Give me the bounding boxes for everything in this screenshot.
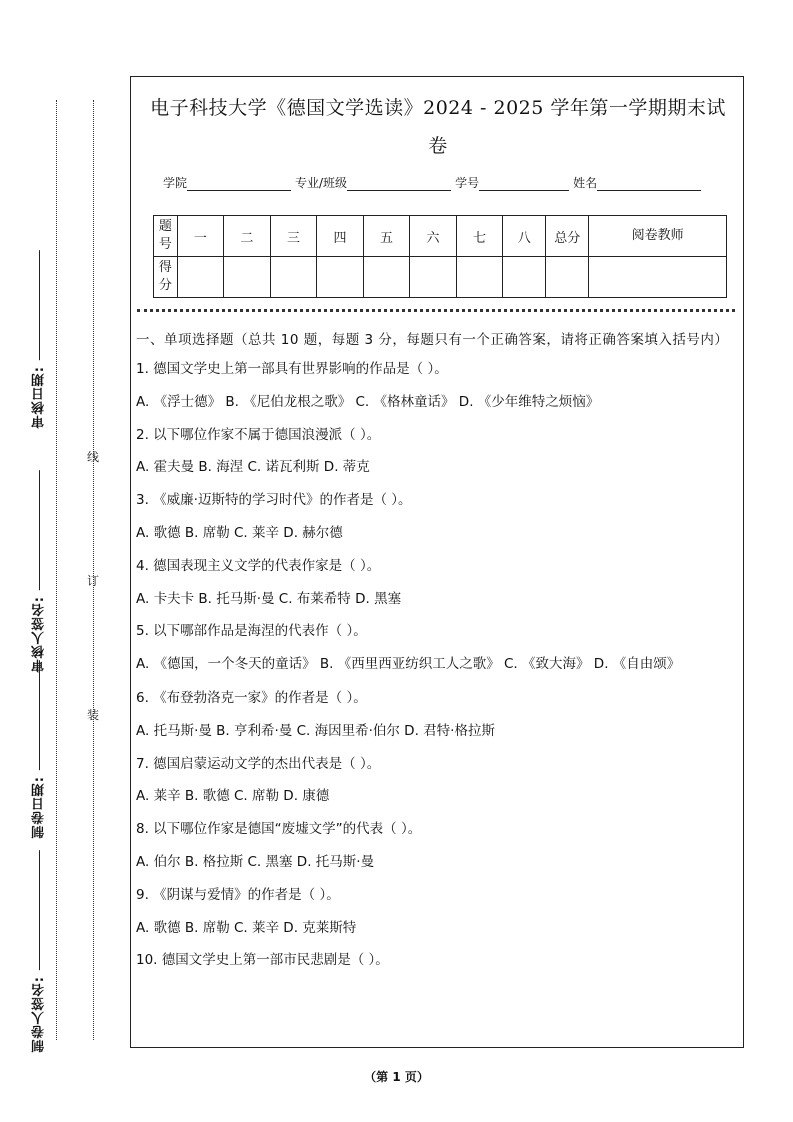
question-4-options: A. 卡夫卡 B. 托马斯·曼 C. 布莱希特 D. 黑塞	[136, 590, 402, 607]
college-label: 学院	[163, 176, 188, 190]
col-1: 一	[177, 216, 224, 257]
col-5: 五	[363, 216, 410, 257]
col-2: 二	[224, 216, 271, 257]
maker-date-label: 制卷日期:	[32, 776, 47, 839]
score-table-score-row	[154, 257, 727, 298]
question-6-options: A. 托马斯·曼 B. 亨利希·曼 C. 海因里希·伯尔 D. 君特·格拉斯	[136, 722, 495, 739]
question-9: 9. 《阴谋与爱情》的作者是（ ）。	[136, 886, 340, 903]
name-blank[interactable]	[597, 177, 701, 191]
score-cell-4[interactable]	[317, 257, 364, 298]
score-cell-8[interactable]	[503, 257, 546, 298]
question-5-options: A. 《德国，一个冬天的童话》 B. 《西里西亚纺织工人之歌》 C. 《致大海》 D. 《自由颂》	[136, 656, 681, 673]
maker-sign-label: 制卷人签名:	[32, 976, 47, 1053]
question-3-options: A. 歌德 B. 席勒 C. 莱辛 D. 赫尔德	[136, 524, 343, 541]
question-1: 1. 德国文学史上第一部具有世界影响的作品是（ ）。	[136, 361, 448, 377]
col-grader: 阅卷教师	[589, 216, 727, 257]
score-cell-1[interactable]	[177, 257, 224, 298]
page-number: （第 1 页）	[364, 1070, 429, 1084]
question-8: 8. 以下哪位作家是德国“废墟文学”的代表（ ）。	[136, 821, 422, 838]
reviewer-sign-label: 审核人签名:	[32, 596, 47, 673]
question-1-options: A. 《浮士德》 B. 《尼伯龙根之歌》 C. 《格林童话》 D. 《少年维特之烦恼》	[136, 393, 600, 410]
score-cell-grader[interactable]	[589, 257, 727, 298]
col-8: 八	[503, 216, 546, 257]
student-id-label: 学号	[455, 176, 480, 190]
major-blank[interactable]	[347, 177, 451, 191]
score-table-header-row	[154, 216, 727, 257]
cut-mark-xian: 线	[87, 450, 100, 464]
question-7: 7. 德国启蒙运动文学的杰出代表是（ ）。	[136, 755, 381, 772]
col-3: 三	[270, 216, 317, 257]
question-10: 10. 德国文学史上第一部市民悲剧是（ ）。	[136, 952, 389, 969]
reviewer-sign-field[interactable]	[30, 470, 49, 672]
name-label: 姓名	[573, 176, 598, 190]
major-label: 专业/班级	[295, 176, 348, 190]
question-2: 2. 以下哪位作家不属于德国浪漫派（ ）。	[136, 426, 381, 443]
reviewer-date-field[interactable]	[30, 250, 49, 428]
section-1	[136, 329, 740, 983]
score-cell-7[interactable]	[456, 257, 503, 298]
row-label-tihao: 题号	[154, 216, 178, 257]
question-4: 4. 德国表现主义文学的代表作家是（ ）。	[136, 557, 381, 574]
dotted-separator	[137, 309, 735, 312]
question-2-options: A. 霍夫曼 B. 海涅 C. 诺瓦利斯 D. 蒂克	[136, 459, 370, 476]
question-9-options: A. 歌德 B. 席勒 C. 莱辛 D. 克莱斯特	[136, 919, 357, 936]
score-cell-3[interactable]	[270, 257, 317, 298]
col-total: 总分	[546, 216, 589, 257]
binding-dotted-line-left	[56, 100, 57, 1040]
student-id-blank[interactable]	[479, 177, 569, 191]
row-label-defen: 得分	[154, 257, 178, 298]
section-1-heading: 一、单项选择题（总共 10 题，每题 3 分，每题只有一个正确答案，请将正确答案填入括号内）	[136, 332, 729, 348]
exam-title	[131, 89, 745, 165]
col-4: 四	[317, 216, 364, 257]
exam-frame	[130, 76, 744, 1048]
maker-date-field[interactable]	[30, 660, 49, 838]
college-blank[interactable]	[187, 177, 291, 191]
score-cell-6[interactable]	[410, 257, 457, 298]
score-cell-total[interactable]	[546, 257, 589, 298]
score-cell-2[interactable]	[224, 257, 271, 298]
col-7: 七	[456, 216, 503, 257]
student-info-line	[163, 174, 705, 191]
cut-mark-ding: 订	[87, 574, 100, 588]
question-8-options: A. 伯尔 B. 格拉斯 C. 黑塞 D. 托马斯·曼	[136, 853, 375, 870]
cut-mark-zhuang: 装	[87, 708, 100, 722]
score-table	[153, 215, 727, 298]
question-6: 6. 《布登勃洛克一家》的作者是（ ）。	[136, 689, 367, 706]
exam-title-line1: 电子科技大学《德国文学选读》2024 - 2025 学年第一学期期末试	[150, 97, 726, 119]
question-5: 5. 以下哪部作品是海涅的代表作（ ）。	[136, 623, 367, 640]
question-3: 3. 《威廉·迈斯特的学习时代》的作者是（ ）。	[136, 492, 412, 509]
binding-dotted-line-right	[93, 100, 94, 1040]
question-7-options: A. 莱辛 B. 歌德 C. 席勒 D. 康德	[136, 788, 330, 805]
col-6: 六	[410, 216, 457, 257]
reviewer-date-label: 审核日期:	[32, 366, 47, 429]
score-cell-5[interactable]	[363, 257, 410, 298]
maker-sign-field[interactable]	[30, 850, 49, 1052]
exam-title-line2: 卷	[428, 135, 448, 157]
